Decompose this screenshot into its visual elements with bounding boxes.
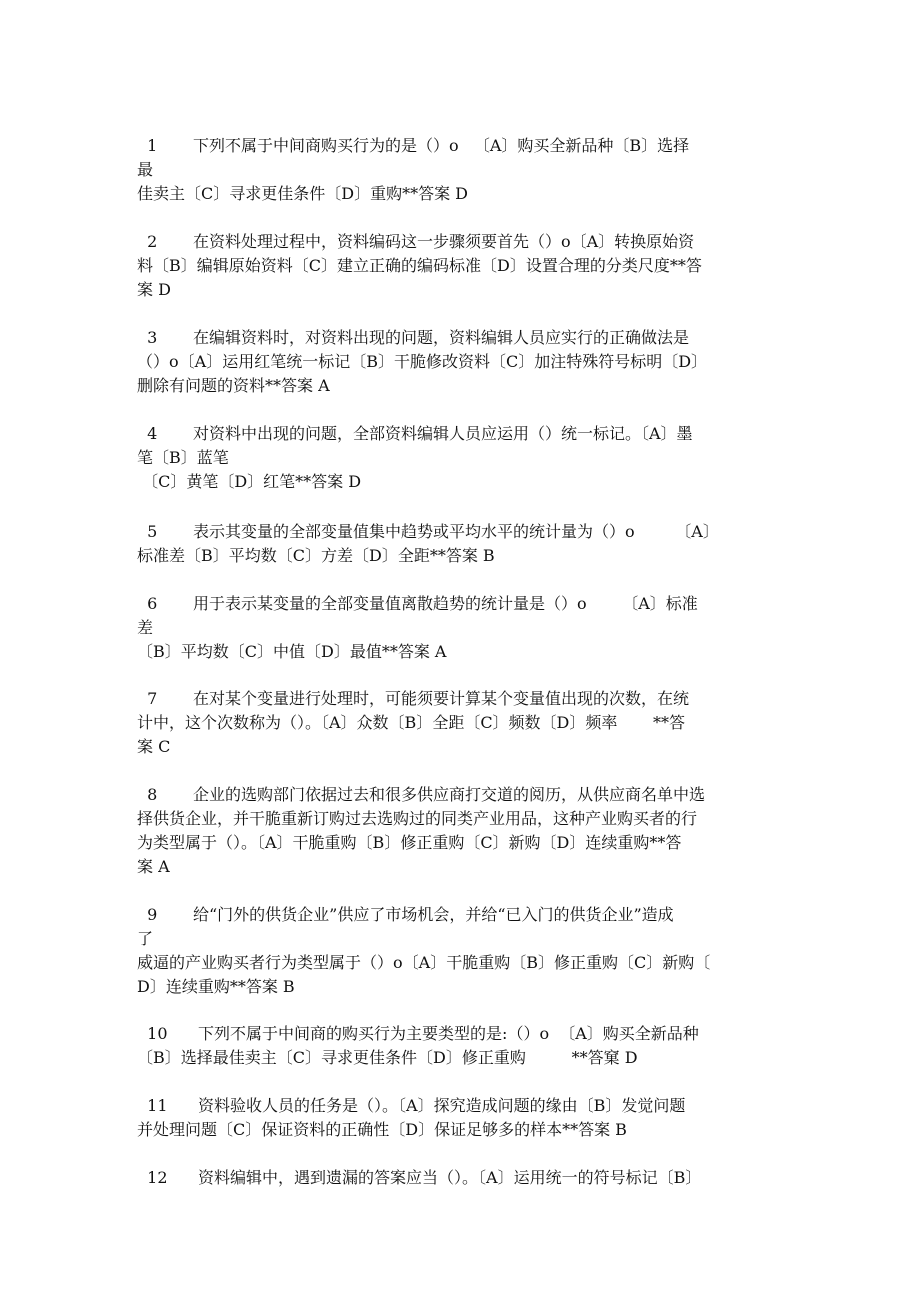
question-6-line-3: 〔B〕平均数〔C〕中值〔D〕最值**答案 A <box>137 642 447 661</box>
question-6-line-1: 6 用于表示某变量的全部变量值离散趋势的统计量是（）o 〔A〕标准 <box>137 594 698 613</box>
question-8-line-1: 8 企业的选购部门依据过去和很多供应商打交道的阅历，从供应商名单中选 <box>137 785 705 804</box>
question-10-line-2: 〔B〕选择最佳卖主〔C〕寻求更佳条件〔D〕修正重购 **答窠 D <box>137 1048 638 1067</box>
question-1-line-2: 最 <box>137 160 154 179</box>
question-3-line-1: 3 在编辑资料时，对资料出现的问题，资料编辑人员应实行的正确做法是 <box>137 328 689 347</box>
question-2-line-1: 2 在资料处理过程中，资料编码这一步骤须要首先（）o〔A〕转换原始资 <box>137 232 695 251</box>
question-4-line-1: 4 对资料中出现的问题，全部资料编辑人员应运用（）统一标记。〔A〕墨 <box>137 424 693 443</box>
question-9-line-3: 威逼的产业购买者行为类型属于（）o〔A〕干脆重购〔B〕修正重购〔C〕新购〔 <box>137 953 711 972</box>
question-8-line-4: 案 A <box>137 857 170 876</box>
question-2-line-2: 料〔B〕编辑原始资料〔C〕建立正确的编码标准〔D〕设置合理的分类尺度**答 <box>137 256 702 275</box>
question-11-line-2: 并处理问题〔C〕保证资料的正确性〔D〕保证足够多的样本**答案 B <box>137 1120 627 1139</box>
question-6-line-2: 差 <box>137 618 154 637</box>
question-11-line-1: 11 资料验收人员的任务是（）。〔A〕探究造成问题的缘由〔B〕发觉问题 <box>137 1096 686 1115</box>
question-1-line-1: 1 下列不属于中间商购买行为的是（）o 〔A〕购买全新品种〔B〕选择 <box>137 136 690 155</box>
question-2-line-3: 案 D <box>137 280 171 299</box>
question-1-line-3: 佳卖主〔C〕寻求更佳条件〔D〕重购**答案 D <box>137 184 468 203</box>
question-9-line-2: 了 <box>137 929 154 948</box>
question-10-line-1: 10 下列不属于中间商的购买行为主要类型的是:（）o 〔A〕购买全新品种 <box>137 1024 699 1043</box>
question-5-line-1: 5 表示其变量的全部变量值集中趋势或平均水平的统计量为（）o 〔A〕 <box>137 522 719 541</box>
question-4-line-3: 〔C〕黄笔〔D〕红笔**答案 D <box>137 472 362 491</box>
question-7-line-2: 计中，这个次数称为（）。〔A〕众数〔B〕全距〔C〕频数〔D〕频率 **答 <box>137 713 685 732</box>
question-3-line-2: （）o〔A〕运用红笔统一标记〔B〕干脆修改资料〔C〕加注特殊符号标明〔D〕 <box>137 352 708 371</box>
question-8-line-3: 为类型属于（）。〔A〕干脆重购〔B〕修正重购〔C〕新购〔D〕连续重购**答 <box>137 833 682 852</box>
question-9-line-1: 9 给“门外的供货企业”供应了市场机会，并给“已入门的供货企业”造成 <box>137 905 674 924</box>
question-7-line-1: 7 在对某个变量进行处理时，可能须要计算某个变量值出现的次数，在统 <box>137 689 689 708</box>
question-9-line-4: D〕连续重购**答案 B <box>137 977 295 996</box>
question-7-line-3: 案 C <box>137 737 171 756</box>
question-8-line-2: 择供货企业，并干脆重新订购过去选购过的同类产业用品，这种产业购买者的行 <box>137 809 698 828</box>
question-4-line-2: 笔〔B〕蓝笔 <box>137 448 229 467</box>
question-3-line-3: 删除有问题的资料**答案 A <box>137 376 330 395</box>
question-5-line-2: 标准差〔B〕平均数〔C〕方差〔D〕全距**答案 B <box>137 546 495 565</box>
question-12-line-1: 12 资料编辑中，遇到遗漏的答案应当（）。〔A〕运用统一的符号标记〔B〕 <box>137 1168 702 1187</box>
